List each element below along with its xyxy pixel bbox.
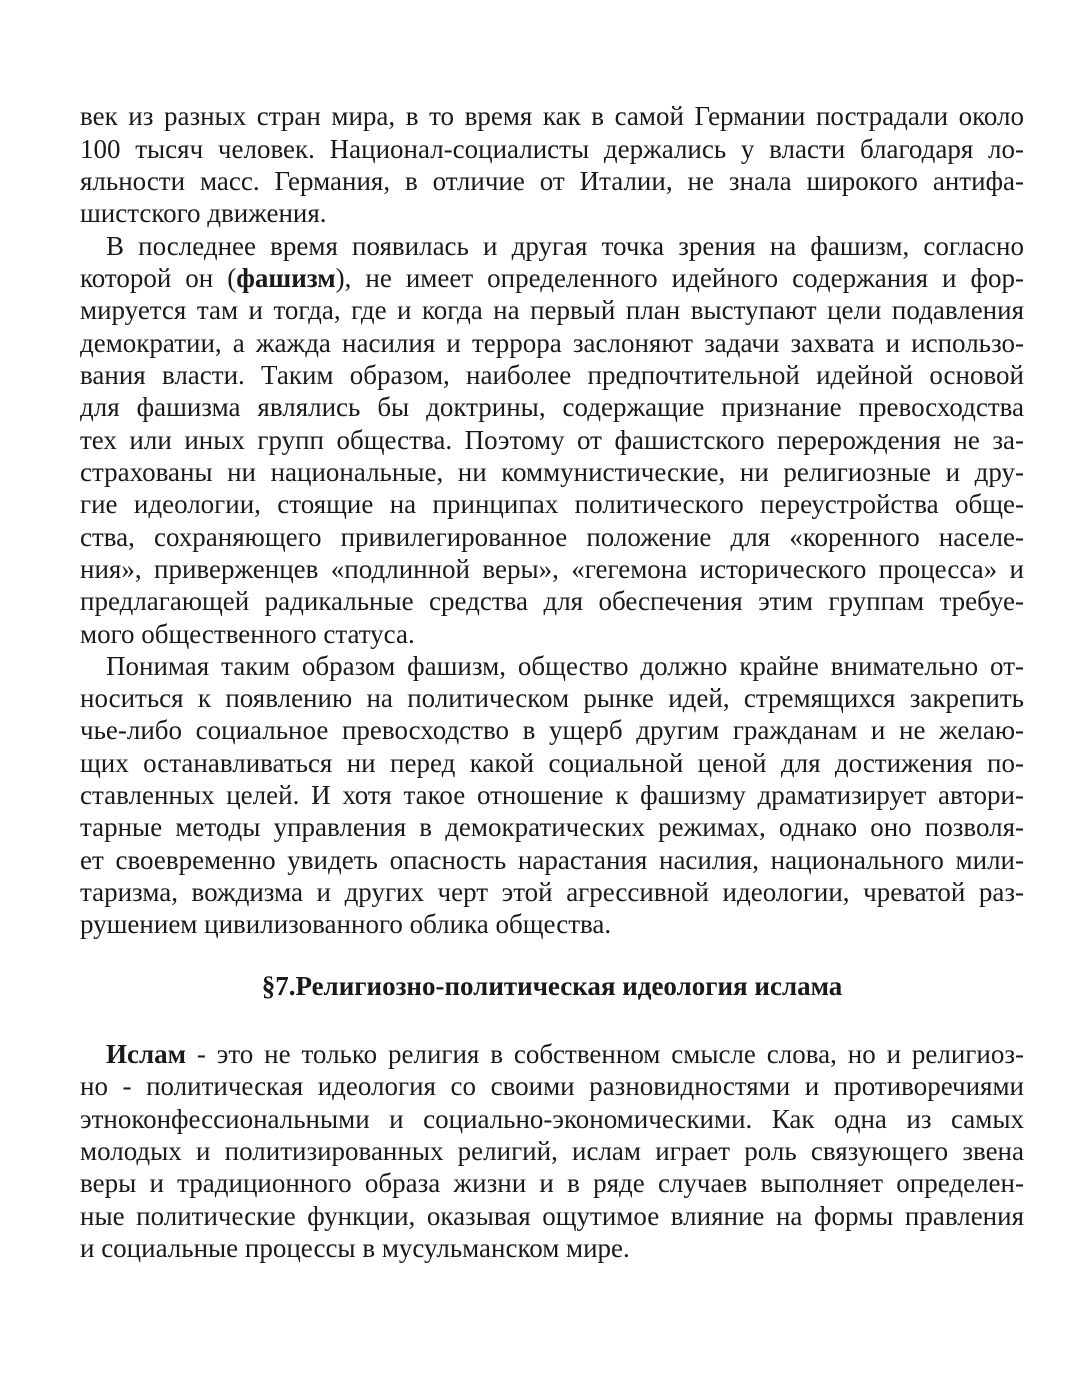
- text-line: 100 тысяч человек. Национал-социалисты держались у власти благодаря ло-: [80, 134, 1024, 164]
- text-line: [106, 1038, 1024, 1070]
- text-line: ния», приверженцев «подлинной веры», «гегемона исторического процесса» и: [80, 554, 1024, 584]
- text-line: демократии, а жажда насилия и террора заслоняют задачи захвата и использо-: [80, 328, 1024, 358]
- text-fragment: ), не имеет определенного идейного содержания и фор-: [335, 263, 1024, 293]
- text-line: но - политическая идеология со своими разновидностями и противоречиями: [80, 1071, 1024, 1101]
- text-line: В последнее время появилась и другая точка зрения на фашизм, согласно: [106, 231, 1024, 261]
- text-line: тех или иных групп общества. Поэтому от фашистского перерождения не за-: [80, 425, 1024, 455]
- section-heading: §7.Религиозно-политическая идеология ислама: [261, 971, 843, 1001]
- text-line: ства, сохраняющего привилегированное положение для «коренного населе-: [80, 522, 1024, 552]
- text-line: предлагающей радикальные средства для обеспечения этим группам требуе-: [80, 586, 1024, 616]
- bold-term-islam: Ислам: [106, 1039, 187, 1069]
- text-line: таризма, вождизма и других черт этой агрессивной идеологии, чреватой раз-: [80, 877, 1024, 907]
- text-line: этноконфессиональными и социально-экономическими. Как одна из самых: [80, 1104, 1024, 1134]
- text-line: мируется там и тогда, где и когда на первый план выступают цели подавления: [80, 295, 1024, 325]
- text-fragment: - это не только религия в собственном смысле слова, но и религиоз-: [186, 1039, 1024, 1069]
- text-line: вания власти. Таким образом, наиболее предпочтительной идейной основой: [80, 360, 1024, 390]
- text-fragment: которой он (: [80, 263, 237, 293]
- text-line: тарные методы управления в демократических режимах, однако оно позволя-: [80, 812, 1024, 842]
- text-line: век из разных стран мира, в то время как в самой Германии пострадали около: [80, 101, 1024, 131]
- text-line: чье-либо социальное превосходство в ущерб другим гражданам и не желаю-: [80, 715, 1024, 745]
- text-line: веры и традиционного образа жизни и в ряде случаев выполняет определен-: [80, 1168, 1024, 1198]
- text-line: шистского движения.: [80, 198, 327, 228]
- text-line: яльности масс. Германия, в отличие от Италии, не знала широкого антифа-: [80, 166, 1024, 196]
- text-line: ставленных целей. И хотя такое отношение к фашизму драматизирует автори-: [80, 780, 1024, 810]
- text-line: молодых и политизированных религий, ислам играет роль связующего звена: [80, 1136, 1024, 1166]
- text-line: ные политические функции, оказывая ощутимое влияние на формы правления: [80, 1201, 1024, 1231]
- text-line: носиться к появлению на политическом рынке идей, стремящихся закрепить: [80, 683, 1024, 713]
- text-line: Понимая таким образом фашизм, общество должно крайне внимательно от-: [106, 651, 1024, 681]
- text-line: мого общественного статуса.: [80, 619, 415, 649]
- text-line: рушением цивилизованного облика общества.: [80, 909, 612, 939]
- text-line: страхованы ни национальные, ни коммунистические, ни религиозные и дру-: [80, 457, 1024, 487]
- text-line: для фашизма являлись бы доктрины, содержащие признание превосходства: [80, 392, 1024, 422]
- bold-term-fascism: фашизм: [236, 263, 336, 293]
- text-line: гие идеологии, стоящие на принципах политического переустройства обще-: [80, 489, 1024, 519]
- text-line: [80, 262, 1024, 294]
- text-line: ет своевременно увидеть опасность нарастания насилия, национального мили-: [80, 845, 1024, 875]
- text-line: щих останавливаться ни перед какой социальной ценой для достижения по-: [80, 748, 1024, 778]
- text-line: и социальные процессы в мусульманском мире.: [80, 1233, 630, 1263]
